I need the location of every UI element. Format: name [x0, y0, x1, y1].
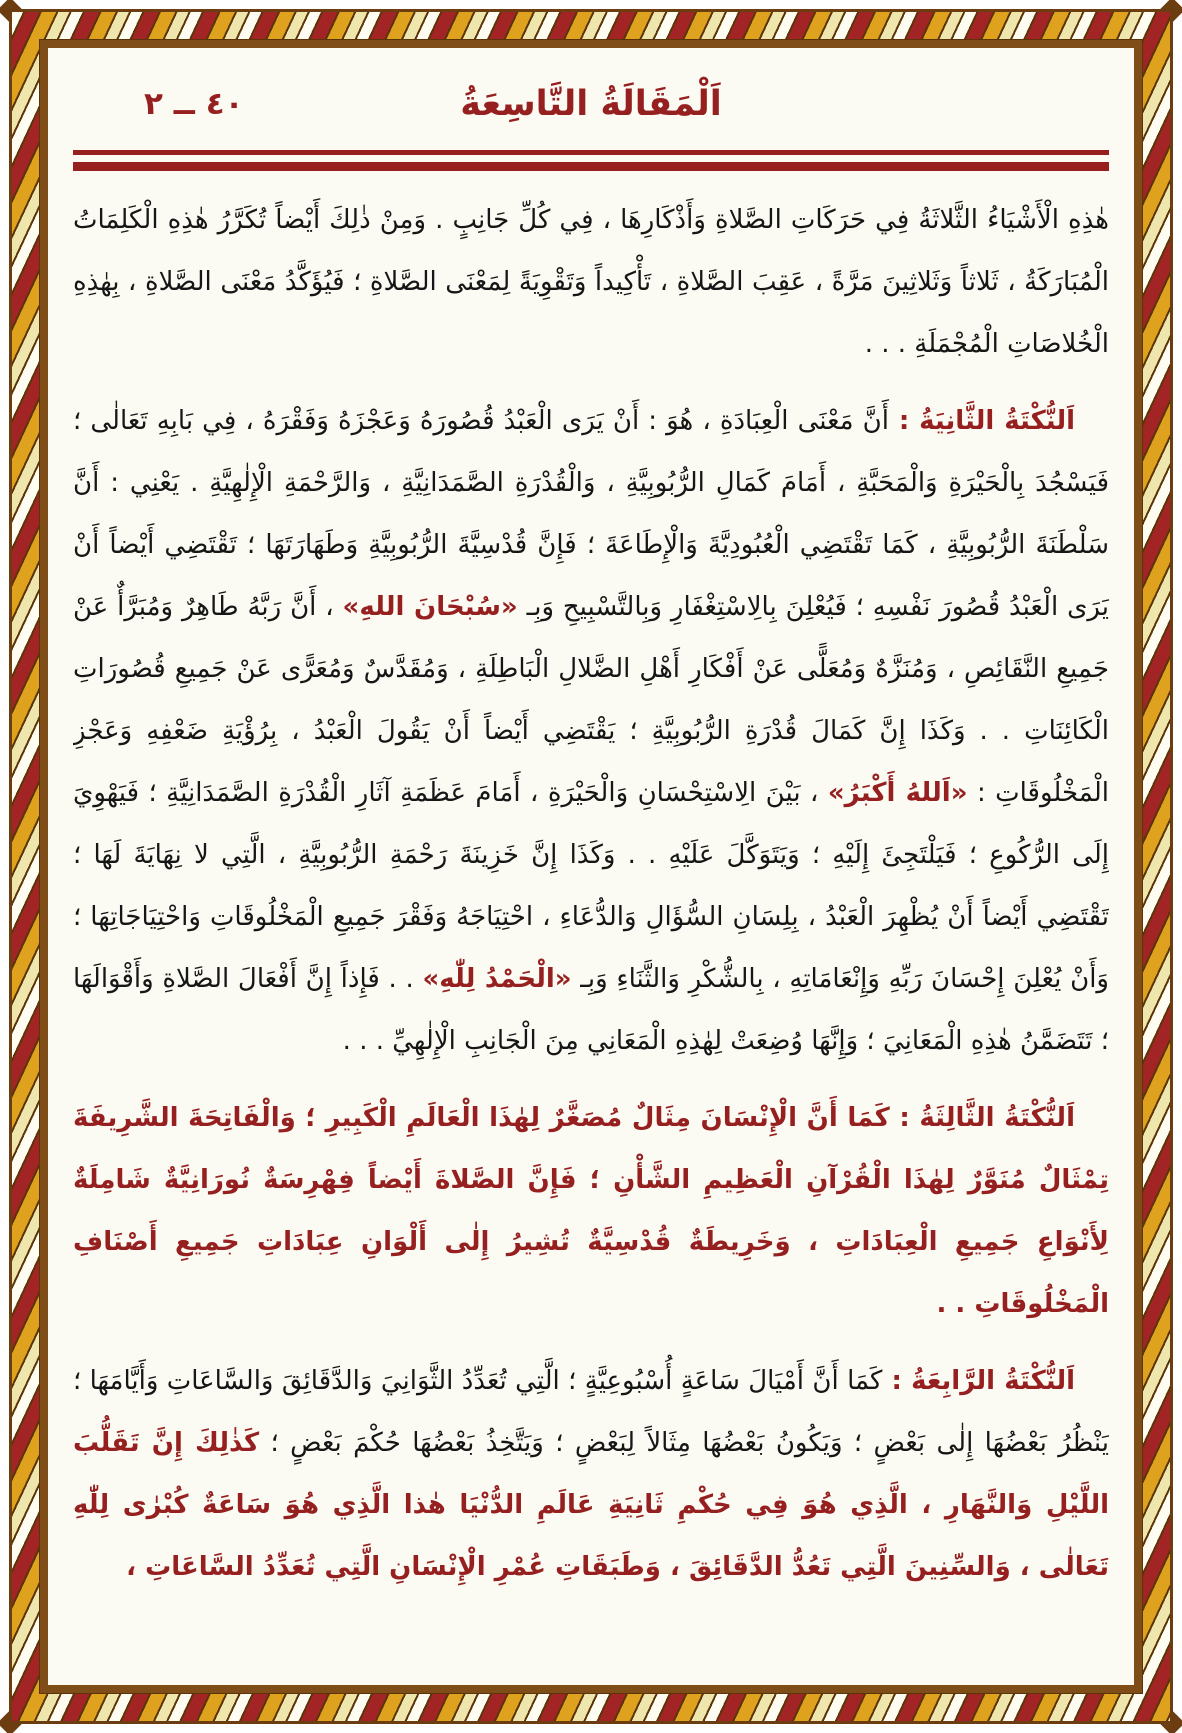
page-content: [48, 48, 1134, 1685]
body-text: [73, 189, 1109, 1657]
highlighted-text-segment: اَلنُّكْتَةُ الثَّانِيَةُ :: [888, 406, 1075, 436]
page-title: اَلْمَقَالَةُ التَّاسِعَةُ: [460, 84, 722, 124]
text-segment: كَمَا أَنَّ أَمْيَالَ سَاعَةٍ أُسْبُوعِيَّةٍ ؛ الَّتِي تُعَدِّدُ الثَّوَانِيَ وَالدَّقَائِقَ وَالسَّاعَاتِ وَأَيَّامَهَا ؛ يَنْظُرُ بَعْضُهَا إِلٰى بَعْضٍ ؛ وَيَكُونُ بَعْضُهَا مِثَالاً لِبَعْضٍ ؛ وَيَتَّخِذُ بَعْضُهَا حُكْمَ بَعْضٍ ؛: [73, 1366, 1109, 1458]
paragraph: [73, 390, 1109, 1072]
text-segment: أَنَّ مَعْنَى الْعِبَادَةِ ، هُوَ : أَنْ يَرَى الْعَبْدُ قُصُورَهُ وَعَجْزَهُ وَفَقْرَهُ ، فِي بَابِهِ تَعَالٰى ؛ فَيَسْجُدَ بِالْحَيْرَةِ وَالْمَحَبَّةِ ، أَمَامَ كَمَالِ الرُّبُوبِيَّةِ ، وَالْقُدْرَةِ الصَّمَدَانِيَّةِ ، وَالرَّحْمَةِ الْإِلٰهِيَّةِ . يَعْنِي : أَنَّ سَلْطَنَةَ الرُّبُوبِيَّةِ ، كَمَا تَقْتَضِي الْعُبُودِيَّةَ وَالْإِطَاعَةَ ؛ فَإِنَّ قُدْسِيَّةَ الرُّبُوبِيَّةِ وَطَهَارَتَهَا ؛ تَقْتَضِي أَيْضاً أَنْ يَرَى الْعَبْدُ قُصُورَ نَفْسِهِ ؛ فَيُعْلِنَ بِالِاسْتِغْفَارِ وَبِالتَّسْبِيحِ وَبِـ: [73, 406, 1109, 622]
text-segment: ، بَيْنَ الِاسْتِحْسَانِ وَالْحَيْرَةِ ، أَمَامَ عَظَمَةِ آثَارِ الْقُدْرَةِ الصَّمَدَانِيَّةِ ؛ فَيَهْوِيَ إِلَى الرُّكُوعِ ؛ فَيَلْتَجِئَ إِلَيْهِ ؛ وَيَتَوَكَّلَ عَلَيْهِ . . وَكَذَا إِنَّ خَزِينَةَ رَحْمَةِ الرُّبُوبِيَّةِ ، الَّتِي لا نِهَايَةَ لَهَا ؛ تَقْتَضِي أَيْضاً أَنْ يُظْهِرَ الْعَبْدُ ، بِلِسَانِ السُّؤَالِ وَالدُّعَاءِ ، احْتِيَاجَهُ وَفَقْرَ جَمِيعِ الْمَخْلُوقَاتِ وَاحْتِيَاجَاتِهَا ؛ وَأَنْ يُعْلِنَ إِحْسَانَ رَبِّهِ وَإِنْعَامَاتِهِ ، بِالشُّكْرِ وَالثَّنَاءِ وَبِـ: [73, 778, 1109, 994]
highlighted-text-segment: «سُبْحَانَ اللهِ»: [342, 592, 518, 622]
highlighted-text-segment: كَذٰلِكَ إِنَّ تَقَلُّبَ اللَّيْلِ وَالنَّهَارِ ، الَّذِي هُوَ فِي حُكْمِ ثَانِيَةِ عَالَمِ الدُّنْيَا هٰذا الَّذِي هُوَ سَاعَةٌ كُبْرٰى لِلّٰهِ تَعَالٰى ، وَالسِّنِينَ الَّتِي تَعُدُّ الدَّقَائِقَ ، وَطَبَقَاتِ عُمْرِ الْإِنْسَانِ الَّتِي تُعَدِّدُ السَّاعَاتِ ،: [73, 1428, 1109, 1582]
page-header: [48, 74, 1134, 138]
highlighted-text-segment: اَلنُّكْتَةُ الثَّالِثَةُ : كَمَا أَنَّ الْإِنْسَانَ مِثَالٌ مُصَغَّرٌ لِهٰذَا الْعَالَمِ الْكَبِيرِ ؛ وَالْفَاتِحَةَ الشَّرِيفَةَ تِمْثَالٌ مُنَوَّرٌ لِهٰذَا الْقُرْآنِ الْعَظِيمِ الشَّأْنِ ؛ فَإِنَّ الصَّلاةَ أَيْضاً فِهْرِسَةٌ نُورَانِيَّةٌ شَامِلَةٌ لِأَنْوَاعِ جَمِيعِ الْعِبَادَاتِ ، وَخَرِيطَةٌ قُدْسِيَّةٌ تُشِيرُ إِلٰى أَلْوَانِ عِبَادَاتِ جَمِيعِ أَصْنَافِ الْمَخْلُوقَاتِ . .: [73, 1103, 1109, 1319]
text-segment: هٰذِهِ الْأَشْيَاءُ الثَّلاثَةُ فِي حَرَكَاتِ الصَّلاةِ وَأَذْكَارِهَا ، فِي كُلِّ جَانِبٍ . وَمِنْ ذٰلِكَ أَيْضاً تُكَرَّرُ هٰذِهِ الْكَلِمَاتُ الْمُبَارَكَةُ ، ثَلاثاً وَثَلاثِينَ مَرَّةً ، عَقِبَ الصَّلاةِ ، تَأْكِيداً وَتَقْوِيَةً لِمَعْنَى الصَّلاةِ ؛ فَيُؤَكَّدُ مَعْنَى الصَّلاةِ ، بِهٰذِهِ الْخُلاصَاتِ الْمُجْمَلَةِ . . .: [73, 205, 1109, 359]
paragraph: [73, 1087, 1109, 1335]
highlighted-text-segment: «اَللهُ أَكْبَرُ»: [827, 778, 968, 808]
paragraph: [73, 1350, 1109, 1598]
page-number-label: ٤٠ ــ ٢: [144, 86, 244, 122]
text-segment: . . فَإِذاً إِنَّ أَفْعَالَ الصَّلاةِ وَأَقْوَالَهَا ؛ تَتَضَمَّنُ هٰذِهِ الْمَعَانِيَ ؛ وَإِنَّهَا وُضِعَتْ لِهٰذِهِ الْمَعَانِي مِنَ الْجَانِبِ الْإِلٰهِيِّ . . .: [73, 964, 1109, 1056]
text-segment: ، أَنَّ رَبَّهُ طَاهِرٌ وَمُبَرَّأٌ عَنْ جَمِيعِ النَّقَائِصِ ، وَمُنَزَّهٌ وَمُعَلًّى عَنْ أَفْكَارِ أَهْلِ الضَّلالِ الْبَاطِلَةِ ، وَمُقَدَّسٌ وَمُعَرًّى عَنْ جَمِيعِ قُصُورَاتِ الْكَائِنَاتِ . . وَكَذَا إِنَّ كَمَالَ قُدْرَةِ الرُّبُوبِيَّةِ ؛ يَقْتَضِي أَيْضاً أَنْ يَقُولَ الْعَبْدُ ، بِرُؤْيَةِ ضَعْفِهِ وَعَجْزِ الْمَخْلُوقَاتِ :: [73, 592, 1109, 808]
paragraph: [73, 189, 1109, 375]
highlighted-text-segment: «الْحَمْدُ لِلّٰهِ»: [422, 964, 572, 994]
highlighted-text-segment: اَلنُّكْتَةُ الرَّابِعَةُ :: [882, 1366, 1076, 1396]
double-rule-divider: [73, 150, 1109, 171]
